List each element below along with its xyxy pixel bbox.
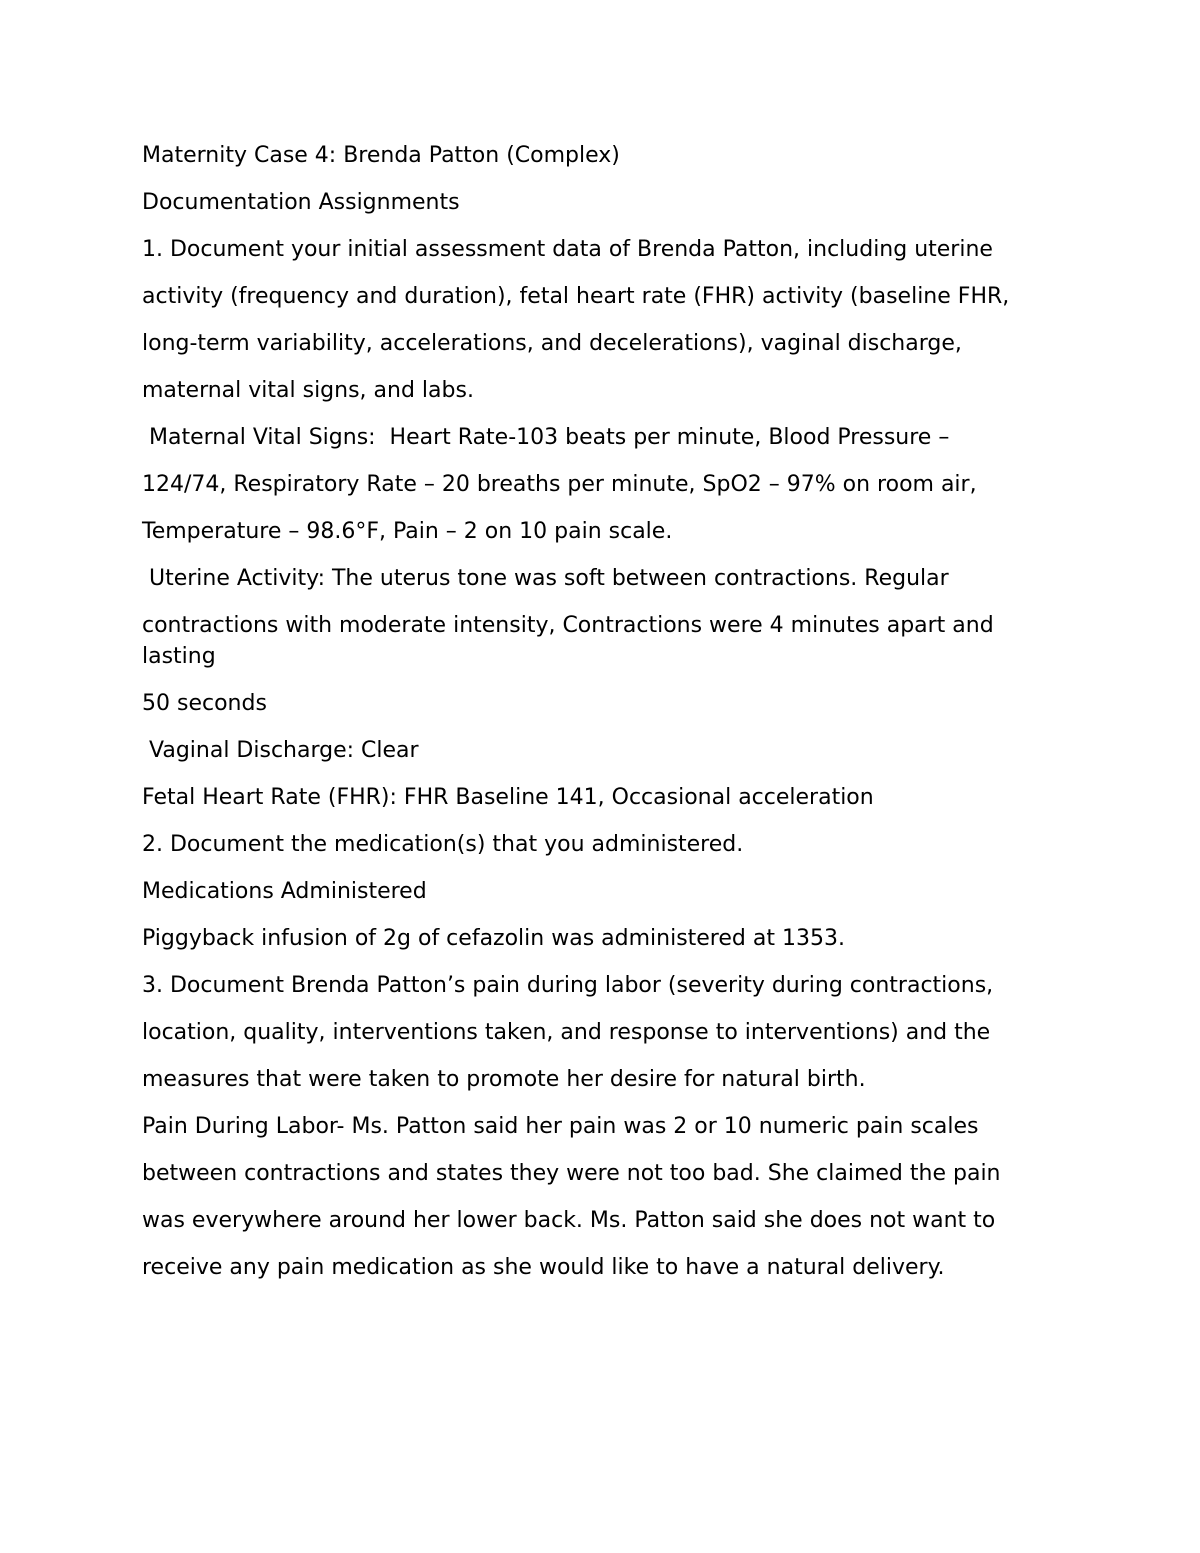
question-1-line-1: 1. Document your initial assessment data of Brenda Patton, including uterine <box>142 237 993 262</box>
pain-during-labor-line-4: receive any pain medication as she would like to have a natural delivery. <box>142 1255 945 1280</box>
document-title: Maternity Case 4: Brenda Patton (Complex) <box>142 143 620 168</box>
question-3-line-1: 3. Document Brenda Patton’s pain during labor (severity during contractions, <box>142 973 994 998</box>
medication-entry: Piggyback infusion of 2g of cefazolin was administered at 1353. <box>142 926 845 951</box>
vital-signs-line-1: Maternal Vital Signs: Heart Rate-103 beats per minute, Blood Pressure – <box>142 425 950 450</box>
question-3-line-3: measures that were taken to promote her desire for natural birth. <box>142 1067 866 1092</box>
pain-during-labor-line-2: between contractions and states they were not too bad. She claimed the pain <box>142 1161 1001 1186</box>
pain-during-labor-line-3: was everywhere around her lower back. Ms. Patton said she does not want to <box>142 1208 996 1233</box>
document-body <box>142 140 1072 1299</box>
question-1-line-2: activity (frequency and duration), fetal heart rate (FHR) activity (baseline FHR, <box>142 284 1010 309</box>
uterine-activity-line-3: 50 seconds <box>142 691 267 716</box>
question-3-line-2: location, quality, interventions taken, and response to interventions) and the <box>142 1020 991 1045</box>
vaginal-discharge: Vaginal Discharge: Clear <box>142 738 419 763</box>
medications-heading: Medications Administered <box>142 879 427 904</box>
uterine-activity-line-2: contractions with moderate intensity, Contractions were 4 minutes apart and lasting <box>142 613 1001 669</box>
question-1-line-3: long-term variability, accelerations, and decelerations), vaginal discharge, <box>142 331 962 356</box>
question-1-line-4: maternal vital signs, and labs. <box>142 378 474 403</box>
vital-signs-line-2: 124/74, Respiratory Rate – 20 breaths per minute, SpO2 – 97% on room air, <box>142 472 977 497</box>
section-heading: Documentation Assignments <box>142 190 460 215</box>
uterine-activity-line-1: Uterine Activity: The uterus tone was soft between contractions. Regular <box>142 566 949 591</box>
question-2: 2. Document the medication(s) that you administered. <box>142 832 744 857</box>
fetal-heart-rate: Fetal Heart Rate (FHR): FHR Baseline 141, Occasional acceleration <box>142 785 874 810</box>
vital-signs-line-3: Temperature – 98.6°F, Pain – 2 on 10 pain scale. <box>142 519 673 544</box>
pain-during-labor-line-1: Pain During Labor- Ms. Patton said her pain was 2 or 10 numeric pain scales <box>142 1114 979 1139</box>
